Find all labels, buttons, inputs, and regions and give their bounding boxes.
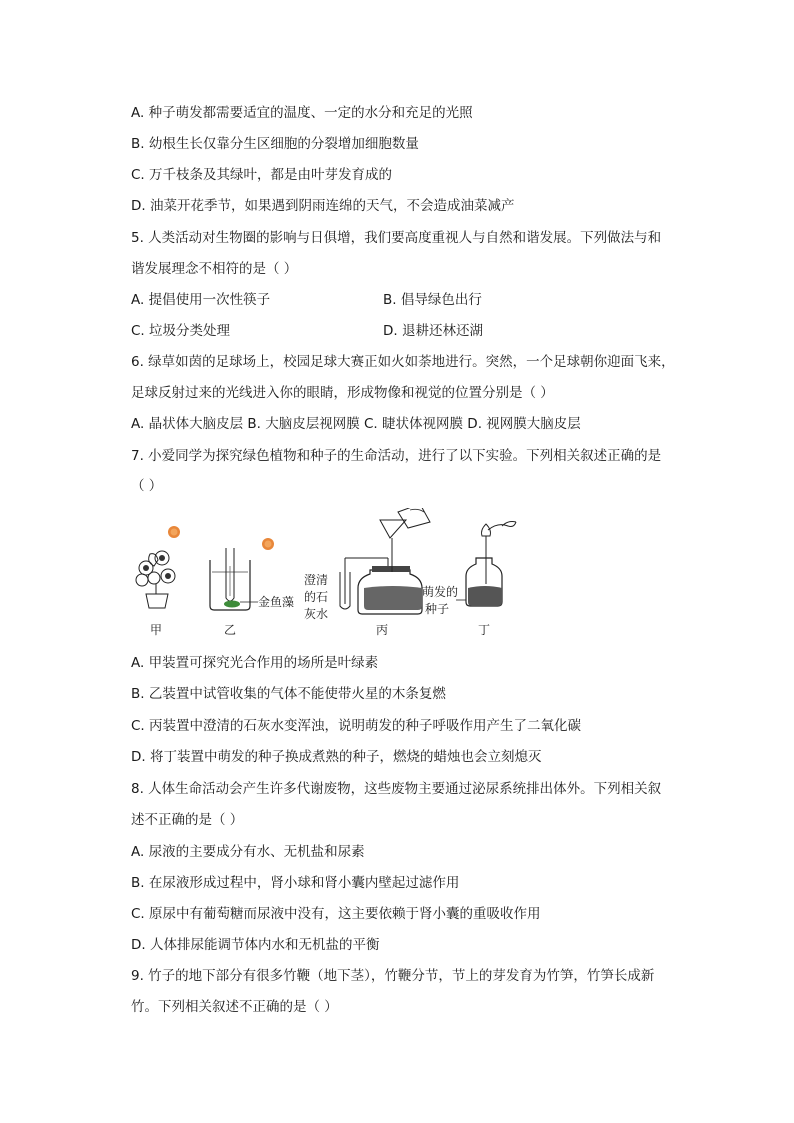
label-limewater-2: 的石 xyxy=(304,590,329,604)
q8-option-c: C. 原尿中有葡萄糖而尿液中没有，这主要依赖于肾小囊的重吸收作用 xyxy=(131,906,541,922)
q9-stem-line1: 9. 竹子的地下部分有很多竹鞭（地下茎），竹鞭分节，节上的芽发育为竹笋，竹笋长成新 xyxy=(131,968,655,984)
q7-stem-line2: （ ） xyxy=(131,478,163,494)
q4-option-d: D. 油菜开花季节，如果遇到阴雨连绵的天气，不会造成油菜减产 xyxy=(131,198,515,214)
label-jia: 甲 xyxy=(149,623,163,637)
q5-option-a: A. 提倡使用一次性筷子 xyxy=(131,292,271,308)
label-yi: 乙 xyxy=(223,623,237,637)
label-ding: 丁 xyxy=(477,623,491,637)
q9-stem-line2: 竹。下列相关叙述不正确的是（ ） xyxy=(131,999,338,1015)
label-seeds-1: 萌发的 xyxy=(422,585,459,599)
q7-option-c: C. 丙装置中澄清的石灰水变浑浊，说明萌发的种子呼吸作用产生了二氧化碳 xyxy=(131,718,582,734)
q7-stem-line1: 7. 小爱同学为探究绿色植物和种子的生命活动，进行了以下实验。下列相关叙述正确的是 xyxy=(131,448,662,464)
q4-option-c: C. 万千枝条及其绿叶，都是由叶芽发育成的 xyxy=(131,167,393,183)
q7-option-d: D. 将丁装置中萌发的种子换成煮熟的种子，燃烧的蜡烛也会立刻熄灭 xyxy=(131,749,542,765)
label-bing: 丙 xyxy=(375,623,389,637)
q5-stem-line1: 5. 人类活动对生物圈的影响与日俱增，我们要高度重视人与自然和谐发展。下列做法与和 xyxy=(131,230,662,246)
q7-option-b: B. 乙装置中试管收集的气体不能使带火星的木条复燃 xyxy=(131,686,446,702)
q6-options: A. 晶状体大脑皮层 B. 大脑皮层视网膜 C. 睫状体视网膜 D. 视网膜大脑皮层 xyxy=(131,416,581,432)
label-limewater-1: 澄清 xyxy=(304,573,329,587)
label-goldfish-weed: 金鱼藻 xyxy=(258,595,295,609)
q8-stem-line2: 述不正确的是（ ） xyxy=(131,812,244,828)
label-seeds-2: 种子 xyxy=(425,602,450,616)
q4-option-b: B. 幼根生长仅靠分生区细胞的分裂增加细胞数量 xyxy=(131,136,419,152)
q5-option-b: B. 倡导绿色出行 xyxy=(383,292,482,308)
seed-respiration-apparatus xyxy=(304,508,430,637)
q6-stem-line1: 6. 绿草如茵的足球场上，校园足球大赛正如火如荼地进行。突然，一个足球朝你迎面飞来， xyxy=(131,354,675,370)
q8-stem-line1: 8. 人体生命活动会产生许多代谢废物，这些废物主要通过泌尿系统排出体外。下列相关叙 xyxy=(131,781,662,797)
experiment-figure xyxy=(126,508,536,643)
q4-option-a: A. 种子萌发都需要适宜的温度、一定的水分和充足的光照 xyxy=(131,105,473,121)
q5-option-c: C. 垃圾分类处理 xyxy=(131,323,231,339)
q7-option-a: A. 甲装置可探究光合作用的场所是叶绿素 xyxy=(131,655,379,671)
plant-apparatus xyxy=(136,526,180,637)
q8-option-a: A. 尿液的主要成分有水、无机盐和尿素 xyxy=(131,844,365,860)
candle-jar-apparatus xyxy=(422,522,516,638)
label-limewater-3: 灰水 xyxy=(304,607,329,621)
q8-option-b: B. 在尿液形成过程中，肾小球和肾小囊内壁起过滤作用 xyxy=(131,875,460,891)
q8-option-d: D. 人体排尿能调节体内水和无机盐的平衡 xyxy=(131,937,380,953)
q5-stem-line2: 谐发展理念不相符的是（ ） xyxy=(131,261,298,277)
beaker-apparatus xyxy=(210,538,294,637)
q5-option-d: D. 退耕还林还湖 xyxy=(383,323,483,339)
q6-stem-line2: 足球反射过来的光线进入你的眼睛，形成物像和视觉的位置分别是（ ） xyxy=(131,385,554,401)
